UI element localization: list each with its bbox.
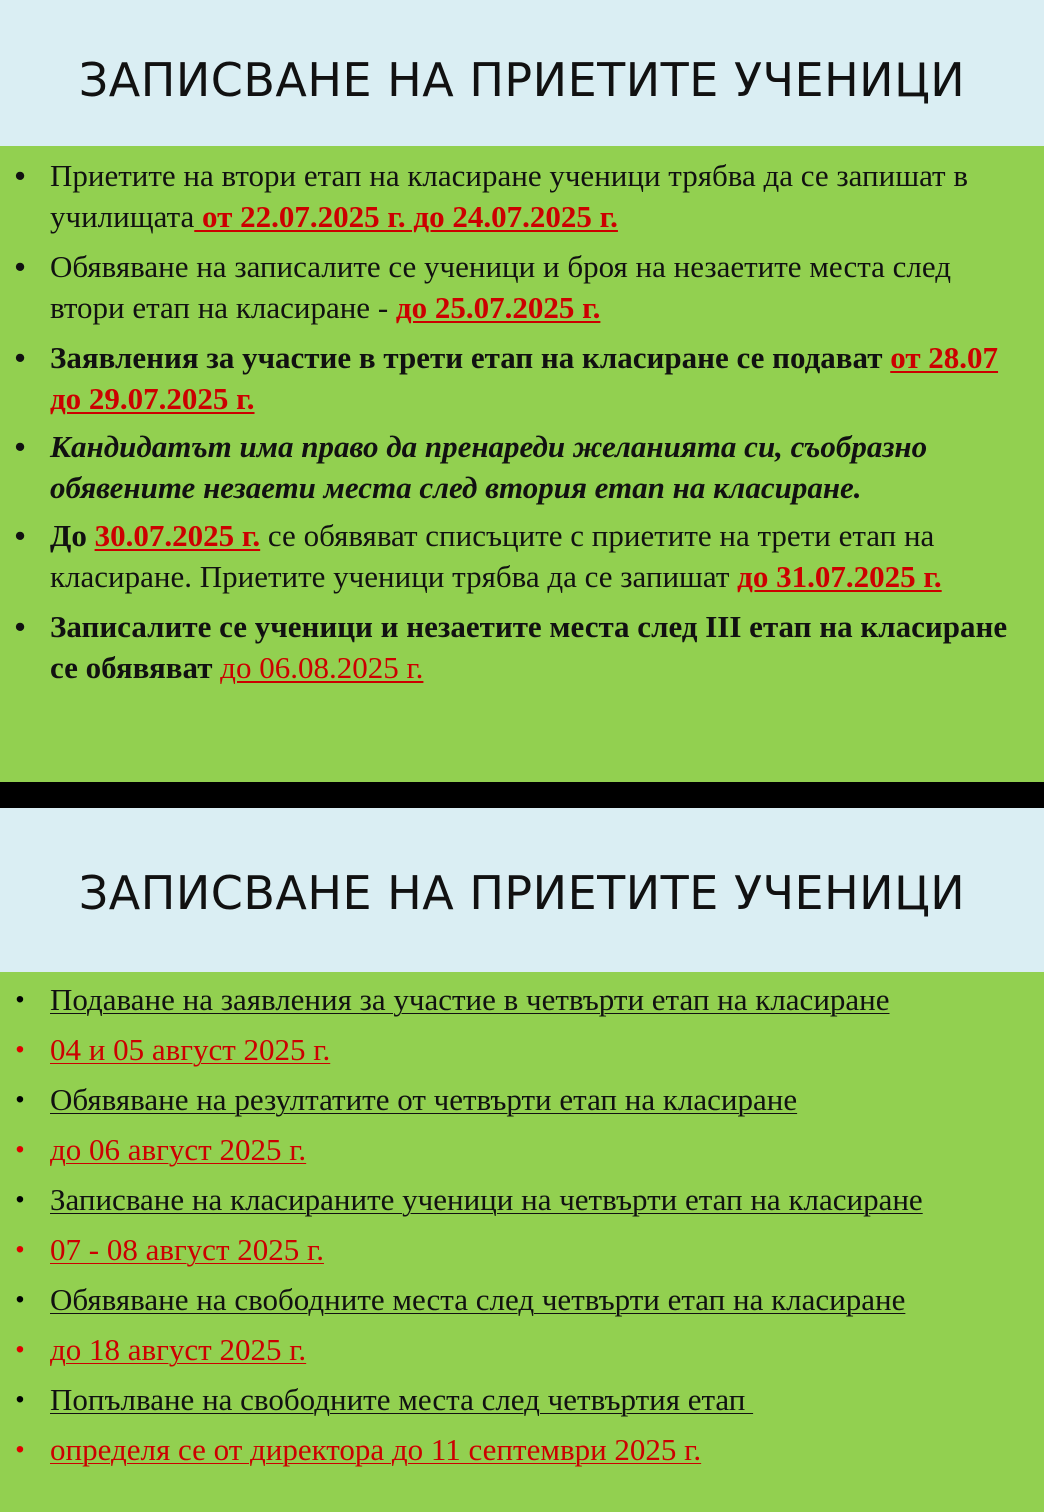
slide-2-header (0, 808, 1044, 972)
date-highlight: до 06.08.2025 г. (220, 649, 424, 685)
list-item: • до 18 август 2025 г. (0, 1330, 1044, 1380)
slide-2-title: ЗАПИСВАНЕ НА ПРИЕТИТЕ УЧЕНИЦИ (78, 866, 966, 920)
date-highlight: до 31.07.2025 г. (737, 558, 942, 594)
bullet-icon: • (15, 1136, 25, 1163)
list-item: • определя се от директора до 11 септември 2025 г. (0, 1430, 1044, 1480)
date-highlight: до 25.07.2025 г. (395, 289, 601, 325)
bullet-icon: • (14, 249, 26, 284)
list-item: • Подаване на заявления за участие в четвърти етап на класиране (0, 980, 1044, 1030)
slide-1-title: ЗАПИСВАНЕ НА ПРИЕТИТЕ УЧЕНИЦИ (78, 53, 966, 107)
list-item: • Записване на класираните ученици на четвърти етап на класиране (0, 1180, 1044, 1230)
list-item: • До 30.07.2025 г. се обявяват списъците с приетите на трети етап на класиране. Приетите ученици трябва да се запишат до 31.07.2025 г. (0, 516, 1044, 597)
list-item: • Записалите се ученици и незаетите места след III етап на класиране се обявяват до 06.08.2025 г. (0, 607, 1044, 688)
date-highlight: от 28.07 до 29.07.2025 г. (50, 340, 999, 416)
bullet-icon: • (15, 1286, 25, 1313)
list-item: • Кандидатът има право да пренареди желанията си, съобразно обявените незаети места след втория етап на класиране. (0, 427, 1044, 508)
bullet-icon: • (15, 1386, 25, 1413)
slide-2 (0, 808, 1044, 1512)
bullet-icon: • (14, 518, 26, 553)
list-item: • до 06 август 2025 г. (0, 1130, 1044, 1180)
list-item: • Попълване на свободните места след четвъртия етап (0, 1380, 1044, 1430)
bullet-icon: • (15, 1436, 25, 1463)
bullet-icon: • (14, 340, 26, 375)
list-item: • Заявления за участие в трети етап на класиране се подават от 28.07 до 29.07.2025 г. (0, 338, 1044, 419)
date-highlight: от 22.07.2025 г. до 24.07.2025 г. (194, 198, 618, 234)
bullet-icon: • (15, 1036, 25, 1063)
bullet-icon: • (15, 986, 25, 1013)
slide-1-list (0, 146, 1044, 688)
date-highlight: 30.07.2025 г. (94, 518, 261, 553)
bullet-icon: • (14, 609, 26, 644)
bullet-icon: • (15, 1086, 25, 1113)
bullet-icon: • (14, 429, 26, 464)
slide-1-header (0, 0, 1044, 146)
list-item: • Приетите на втори етап на класиране ученици трябва да се запишат в училищата от 22.07.2025 г. до 24.07.2025 г. (0, 156, 1044, 237)
bullet-icon: • (15, 1186, 25, 1213)
list-item: • Обявяване на записалите се ученици и броя на незаетите места след втори етап на класиране - до 25.07.2025 г. (0, 247, 1044, 328)
list-item: • 04 и 05 август 2025 г. (0, 1030, 1044, 1080)
bullet-icon: • (14, 158, 26, 193)
list-item: • Обявяване на свободните места след четвърти етап на класиране (0, 1280, 1044, 1330)
bullet-icon: • (15, 1336, 25, 1363)
bullet-icon: • (15, 1236, 25, 1263)
slide-2-list (0, 972, 1044, 1480)
list-item: • Обявяване на резултатите от четвърти етап на класиране (0, 1080, 1044, 1130)
list-item: • 07 - 08 август 2025 г. (0, 1230, 1044, 1280)
